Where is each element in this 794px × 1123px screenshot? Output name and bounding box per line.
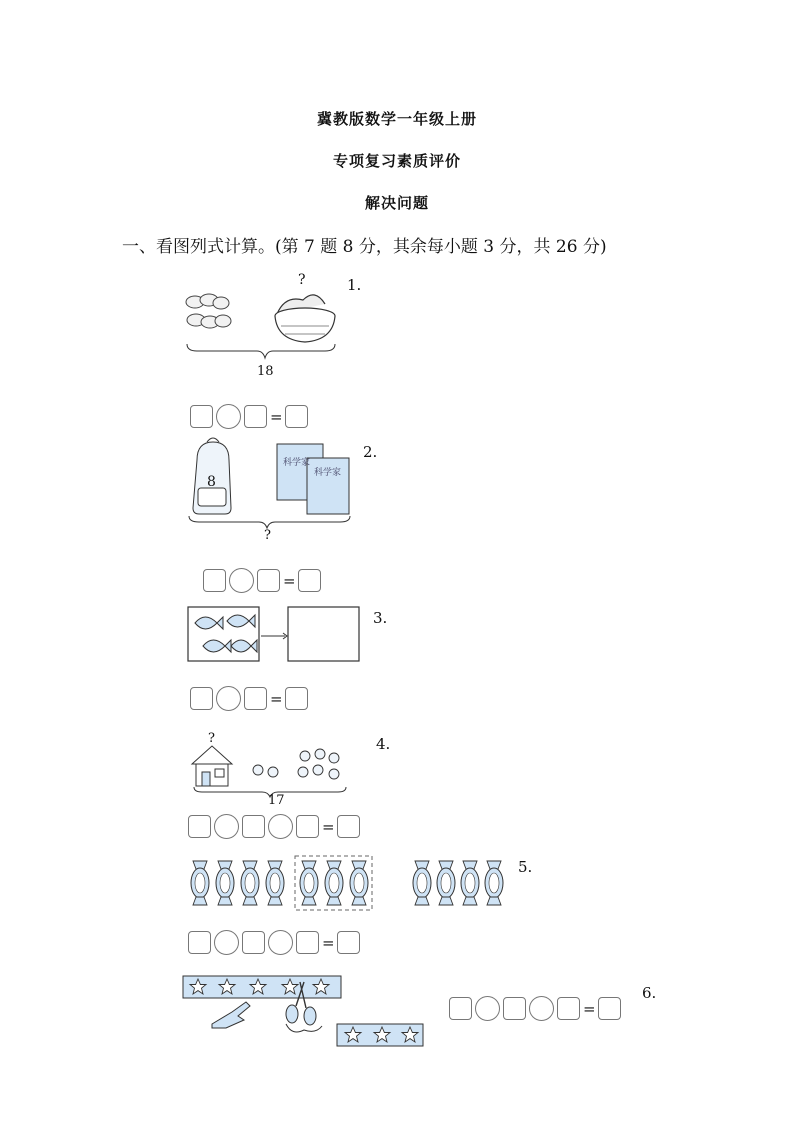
answer-box[interactable] [557, 997, 580, 1020]
answer-box[interactable] [244, 687, 267, 710]
book-label: 科学家 [314, 468, 342, 478]
operator-circle[interactable] [475, 996, 500, 1021]
basket-icon [275, 295, 335, 342]
question-4-total: 17 [268, 793, 285, 808]
question-3-equation [190, 686, 308, 711]
answer-box[interactable] [296, 931, 319, 954]
doc-title: 冀教版数学一年级上册 [316, 110, 477, 128]
question-1-brace [187, 344, 335, 358]
answer-box[interactable] [242, 931, 265, 954]
fish-frame [188, 607, 259, 661]
question-3-picture [187, 606, 362, 664]
question-4-number: 4. [376, 735, 391, 753]
question-1-total: 18 [257, 364, 274, 379]
question-1-question-mark: ? [298, 272, 306, 288]
equals-sign: = [283, 571, 296, 590]
question-3-number: 3. [373, 609, 388, 627]
answer-box[interactable] [190, 687, 213, 710]
question-2-bag-number: 8 [207, 474, 216, 490]
question-6-picture [182, 972, 427, 1050]
operator-circle[interactable] [216, 686, 241, 711]
operator-circle[interactable] [214, 814, 239, 839]
answer-box[interactable] [257, 569, 280, 592]
equals-sign: = [322, 933, 335, 952]
operator-circle[interactable] [268, 930, 293, 955]
answer-box[interactable] [503, 997, 526, 1020]
question-1-picture [185, 290, 345, 350]
section-heading: 一、看图列式计算。(第 7 题 8 分，其余每小题 3 分，共 26 分) [122, 237, 607, 257]
operator-circle[interactable] [216, 404, 241, 429]
operator-circle[interactable] [529, 996, 554, 1021]
house-icon [192, 746, 232, 786]
answer-box[interactable] [449, 997, 472, 1020]
question-2-number: 2. [363, 443, 378, 461]
operator-circle[interactable] [229, 568, 254, 593]
question-1-number: 1. [347, 276, 362, 294]
empty-frame [288, 607, 359, 661]
question-5-number: 5. [518, 858, 533, 876]
candy-icon [413, 861, 503, 905]
result-box[interactable] [285, 405, 308, 428]
question-4-picture [190, 742, 350, 797]
result-box[interactable] [285, 687, 308, 710]
question-6-number: 6. [642, 984, 657, 1002]
hand-icon [212, 1002, 250, 1028]
operator-circle[interactable] [214, 930, 239, 955]
answer-box[interactable] [244, 405, 267, 428]
answer-box[interactable] [296, 815, 319, 838]
result-box[interactable] [298, 569, 321, 592]
question-5-equation [188, 930, 360, 955]
question-2-equation [203, 568, 321, 593]
doc-subtitle: 专项复习素质评价 [332, 152, 461, 170]
question-5-picture [188, 855, 513, 911]
equals-sign: = [270, 407, 283, 426]
answer-box[interactable] [190, 405, 213, 428]
result-box[interactable] [337, 815, 360, 838]
doc-topic: 解决问题 [364, 194, 429, 212]
question-6-equation [449, 996, 621, 1021]
question-2-question-mark: ? [264, 528, 271, 543]
answer-box[interactable] [188, 931, 211, 954]
equals-sign: = [270, 689, 283, 708]
candy-icon [300, 861, 368, 905]
question-4-question-mark: ? [208, 731, 215, 746]
question-1-equation [190, 404, 308, 429]
question-2-brace [189, 516, 350, 528]
answer-box[interactable] [242, 815, 265, 838]
question-4-equation [188, 814, 360, 839]
answer-box[interactable] [203, 569, 226, 592]
operator-circle[interactable] [268, 814, 293, 839]
answer-box[interactable] [188, 815, 211, 838]
chick-icon [253, 749, 339, 779]
result-box[interactable] [337, 931, 360, 954]
candy-icon [191, 861, 284, 905]
equals-sign: = [322, 817, 335, 836]
equals-sign: = [583, 999, 596, 1018]
book-label: 科学家 [283, 458, 311, 468]
result-box[interactable] [598, 997, 621, 1020]
oyster-group-icon [186, 294, 231, 328]
